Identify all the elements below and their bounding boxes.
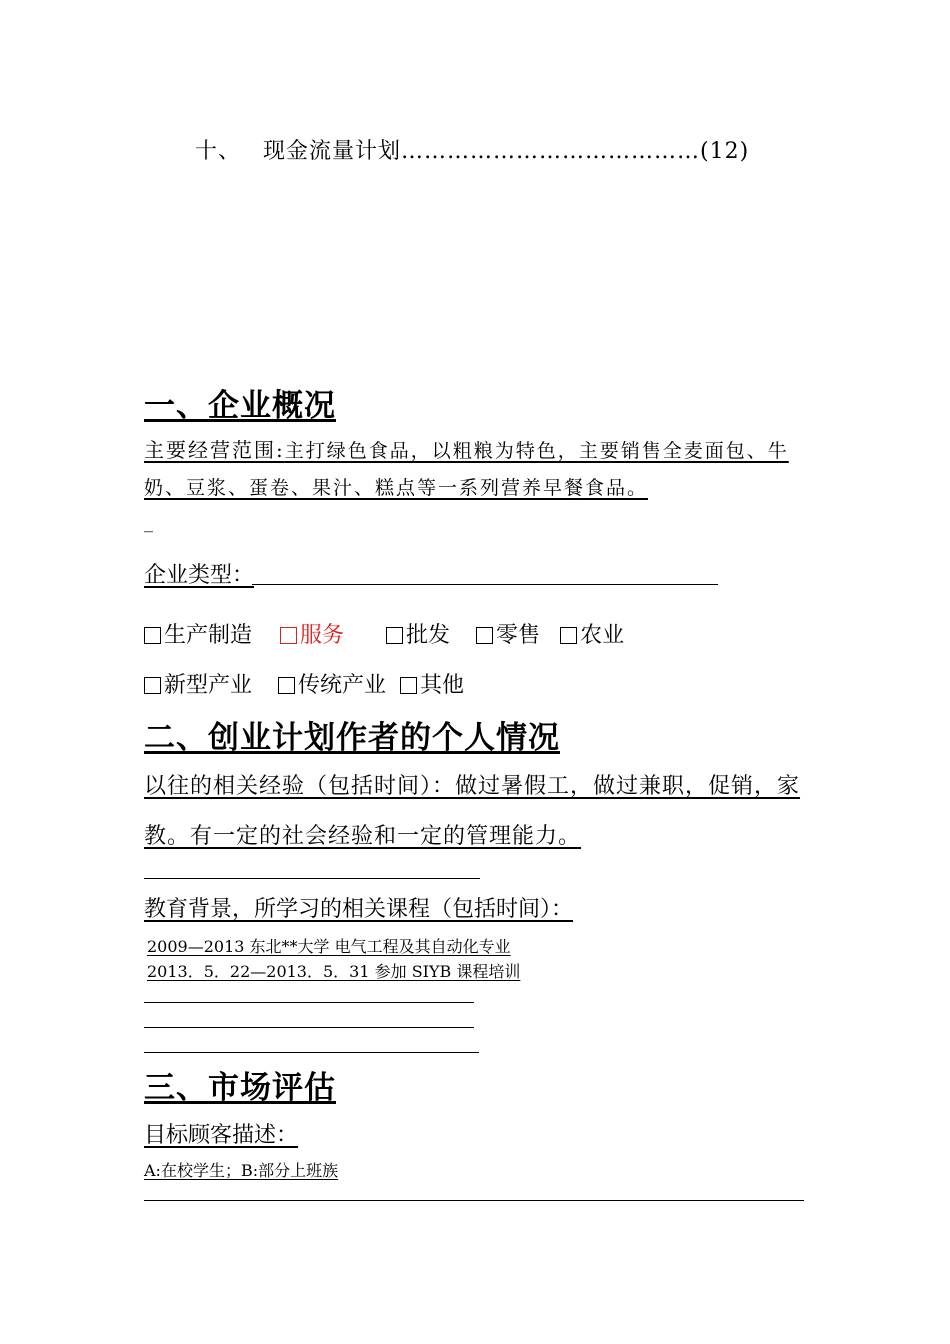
education-blank-line: [144, 1027, 474, 1028]
target-customer-text: A:在校学生；B:部分上班族: [144, 1161, 339, 1180]
checkbox-icon: [280, 627, 297, 644]
education-line-1: 2009—2013 东北**大学 电气工程及其自动化专业: [147, 937, 511, 956]
target-customer-label: 目标顾客描述：: [144, 1123, 299, 1148]
business-scope-label: 主要经营范围:: [144, 438, 285, 462]
section-2-heading: 二、创业计划作者的个人情况: [144, 720, 560, 756]
checkbox-icon: [278, 677, 295, 694]
enterprise-type-options-row1: [144, 618, 634, 649]
toc-dots: …………………………………: [401, 139, 701, 164]
experience-blank-line: [144, 878, 480, 879]
option-manufacturing[interactable]: 生产制造: [144, 618, 252, 649]
toc-entry: [195, 134, 749, 165]
education-blank-line: [144, 1002, 474, 1003]
education-blank-line: [144, 1052, 479, 1053]
business-scope: [144, 432, 809, 506]
checkbox-icon: [560, 627, 577, 644]
education-label: 教育背景，所学习的相关课程（包括时间）：: [144, 897, 574, 922]
option-traditional-industry[interactable]: 传统产业: [278, 668, 386, 699]
stray-underscore: _: [144, 512, 153, 533]
option-agriculture[interactable]: 农业: [560, 618, 624, 649]
enterprise-type-label: 企业类型：: [144, 563, 255, 588]
toc-page: (12): [700, 139, 750, 164]
checkbox-icon: [144, 677, 161, 694]
option-service[interactable]: 服务: [280, 618, 344, 649]
experience: [144, 762, 814, 862]
section-1-heading: 一、企业概况: [144, 388, 336, 424]
enterprise-type-options-row2: [144, 668, 600, 699]
target-customer-blank-line: [144, 1200, 804, 1201]
business-scope-text: 主打绿色食品，以粗粮为特色，主要销售全麦面包、牛奶、豆浆、蛋卷、果汁、糕点等一系列营养早餐食品。: [144, 440, 789, 499]
option-wholesale[interactable]: 批发: [386, 618, 450, 649]
checkbox-icon: [476, 627, 493, 644]
option-other[interactable]: 其他: [400, 668, 464, 699]
toc-number: 十、: [195, 139, 242, 164]
enterprise-type-line: [252, 584, 718, 585]
checkbox-icon: [144, 627, 161, 644]
checkbox-icon: [386, 627, 403, 644]
experience-text: 做过暑假工，做过兼职，促销，家教。有一定的社会经验和一定的管理能力。: [144, 774, 801, 849]
section-3-heading: 三、市场评估: [144, 1070, 336, 1106]
toc-title: 现金流量计划: [263, 139, 402, 164]
experience-label: 以往的相关经验（包括时间）：: [144, 774, 456, 799]
option-new-industry[interactable]: 新型产业: [144, 668, 252, 699]
option-retail[interactable]: 零售: [476, 618, 540, 649]
education-line-2: 2013．5．22—2013．5．31 参加 SIYB 课程培训: [147, 962, 521, 981]
checkbox-icon: [400, 677, 417, 694]
